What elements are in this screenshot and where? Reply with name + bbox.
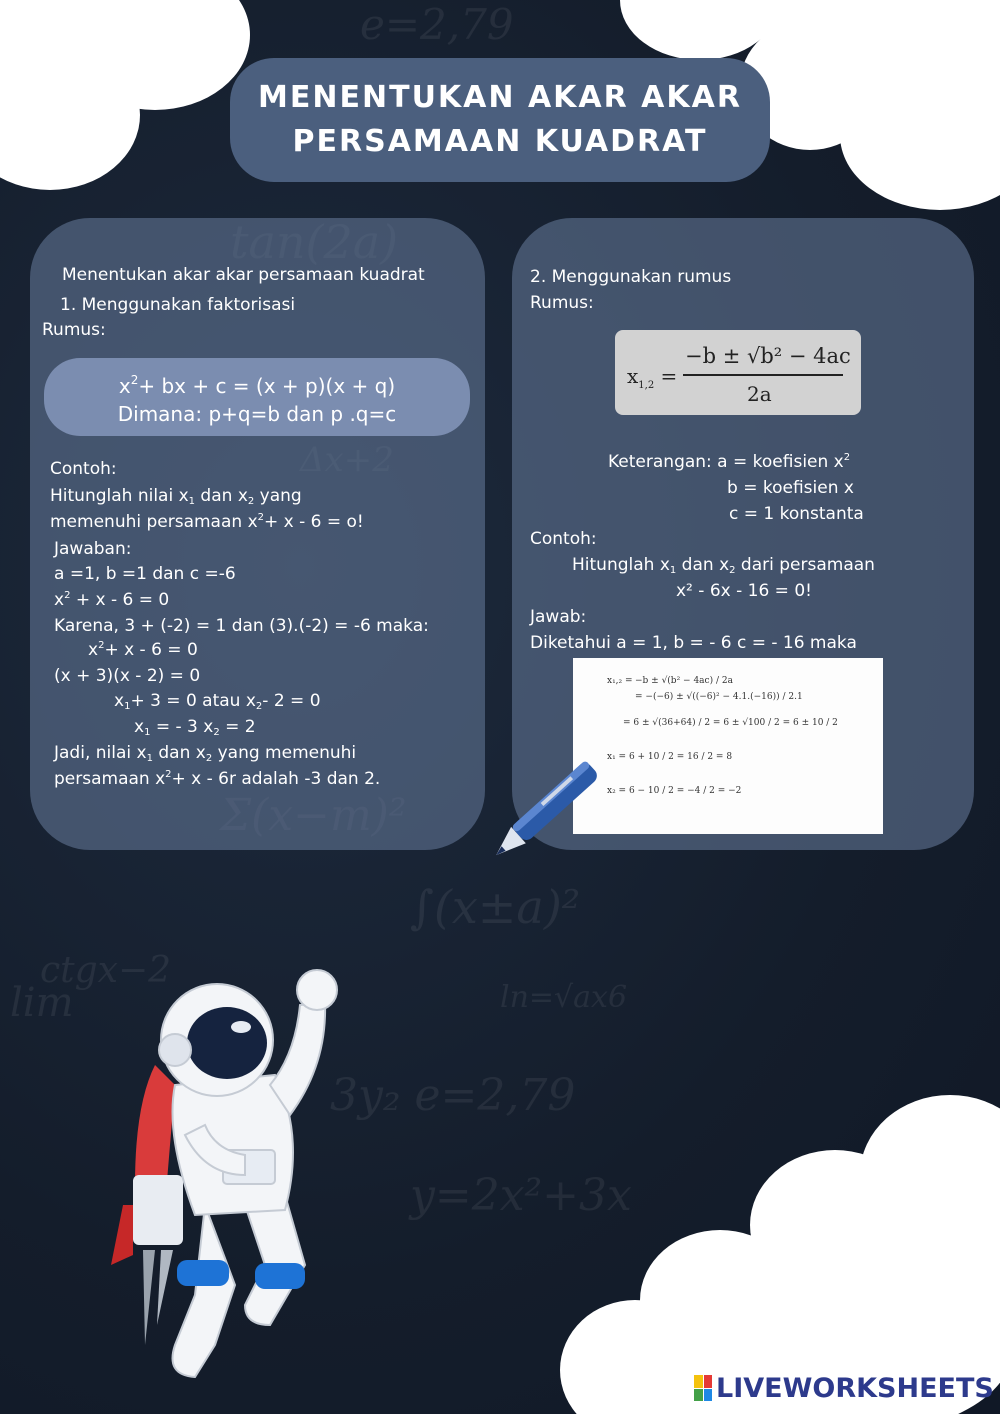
work-row-1b: −b ± √(b² − 4ac) / 2a	[635, 676, 733, 686]
work-row-2: = 6 ± √(36+64) / 2 = 6 ± √100 / 2 = 6 ± 10 / 2	[623, 718, 838, 728]
pen-illustration	[488, 748, 598, 878]
fraction-bar	[683, 374, 843, 376]
chalk-scribble: ln=√ax6	[500, 980, 628, 1015]
formula-numerator: −b ± √b² − 4ac	[685, 344, 851, 368]
formula-line-2: Dimana: p+q=b dan p .q=c	[117, 402, 397, 426]
liveworksheets-logo	[694, 1372, 994, 1404]
formula-denominator: 2a	[747, 382, 772, 406]
conclusion-line-1: Jadi, nilai $x_1$ dan $x_2$ yang memenuhi	[54, 743, 357, 764]
example-question: Hitunglah $x_1$ dan $x_2$ dari persamaan	[572, 555, 875, 576]
work-row-4: x₂ = 6 − 10 / 2 = −4 / 2 = −2	[607, 786, 742, 796]
contoh-label: Contoh:	[50, 459, 117, 479]
question-line-1: Hitunglah nilai $x_1$ dan $x_2$ yang	[50, 486, 302, 507]
work-row-1c: = −(−6) ± √((−6)² − 4.1.(−16)) / 2.1	[635, 692, 803, 702]
worked-solution-image	[573, 658, 883, 834]
jawab-label: Jawab:	[530, 607, 587, 627]
keterangan-line-3: c = 1 konstanta	[729, 504, 864, 524]
solution-step-7: $x_1$ = - 3 $x_2 = 2$	[134, 717, 256, 738]
solution-step-3: Karena, 3 + (-2) = 1 dan (3).(-2) = -6 maka:	[54, 616, 429, 636]
contoh-label-2: Contoh:	[530, 529, 597, 549]
chalk-scribble: 3y₂ e=2,79	[330, 1070, 576, 1121]
chalk-scribble: e=2,79	[360, 0, 514, 49]
logo-square	[694, 1375, 703, 1388]
title-line-2: PERSAMAAN KUADRAT	[292, 124, 708, 159]
quadratic-formula-image	[615, 330, 861, 415]
example-equation: x² - 6x - 16 = 0!	[676, 581, 812, 601]
chalk-scribble: y=2x²+3x	[410, 1170, 632, 1221]
liveworksheets-icon	[694, 1375, 712, 1401]
rumus-label: Rumus:	[42, 320, 106, 340]
keterangan-line-2: b = koefisien x	[727, 478, 854, 498]
solution-step-5: (x + 3)(x - 2) = 0	[54, 666, 201, 686]
factorization-formula	[44, 358, 470, 436]
work-row-3: x₁ = 6 + 10 / 2 = 16 / 2 = 8	[607, 752, 733, 762]
formula-lhs: $x_{1,2}$ =	[627, 364, 678, 391]
chalk-scribble: ctgx−2	[40, 950, 172, 991]
work-row-1a: x₁,₂ =	[607, 676, 633, 686]
method-1-heading: 1. Menggunakan faktorisasi	[60, 295, 296, 315]
logo-square	[704, 1375, 713, 1388]
logo-square	[704, 1389, 713, 1402]
logo-square	[694, 1389, 703, 1402]
method-2-heading: 2. Menggunakan rumus	[530, 267, 732, 287]
given-values: Diketahui a = 1, b = - 6 c = - 16 maka	[530, 633, 857, 653]
intro-text: Menentukan akar akar persamaan kuadrat	[62, 265, 425, 285]
question-line-2: memenuhi persamaan $x^2+ x - 6 = o$!	[50, 512, 364, 532]
astronaut-illustration	[95, 965, 365, 1385]
title-line-1: MENENTUKAN AKAR AKAR	[258, 80, 742, 115]
keterangan-line-1: Keterangan: a = koefisien $x^2$	[608, 452, 851, 472]
title-banner	[230, 58, 770, 182]
jawaban-label: Jawaban:	[54, 539, 132, 559]
solution-step-1: a =1, b =1 dan c =-6	[54, 564, 236, 584]
solution-step-2: $x^2 + x - 6 = 0$	[54, 590, 170, 610]
brand-name: LIVEWORKSHEETS	[716, 1372, 994, 1404]
chalk-scribble: lim	[10, 980, 74, 1026]
formula-line-1: $x^2+$ bx + c = (x + p)(x + q)	[118, 373, 396, 398]
conclusion-line-2: persamaan $x^2+ x - 6r$ adalah -3 dan 2.	[54, 769, 381, 789]
solution-step-4: $x^2+ x - 6 = 0$	[88, 640, 198, 660]
chalk-scribble: ∫(x±a)²	[410, 880, 581, 934]
rumus-label-2: Rumus:	[530, 293, 594, 313]
solution-step-6: $x_1+ 3 = 0$ atau $x_2-$ 2 = 0	[114, 691, 321, 712]
